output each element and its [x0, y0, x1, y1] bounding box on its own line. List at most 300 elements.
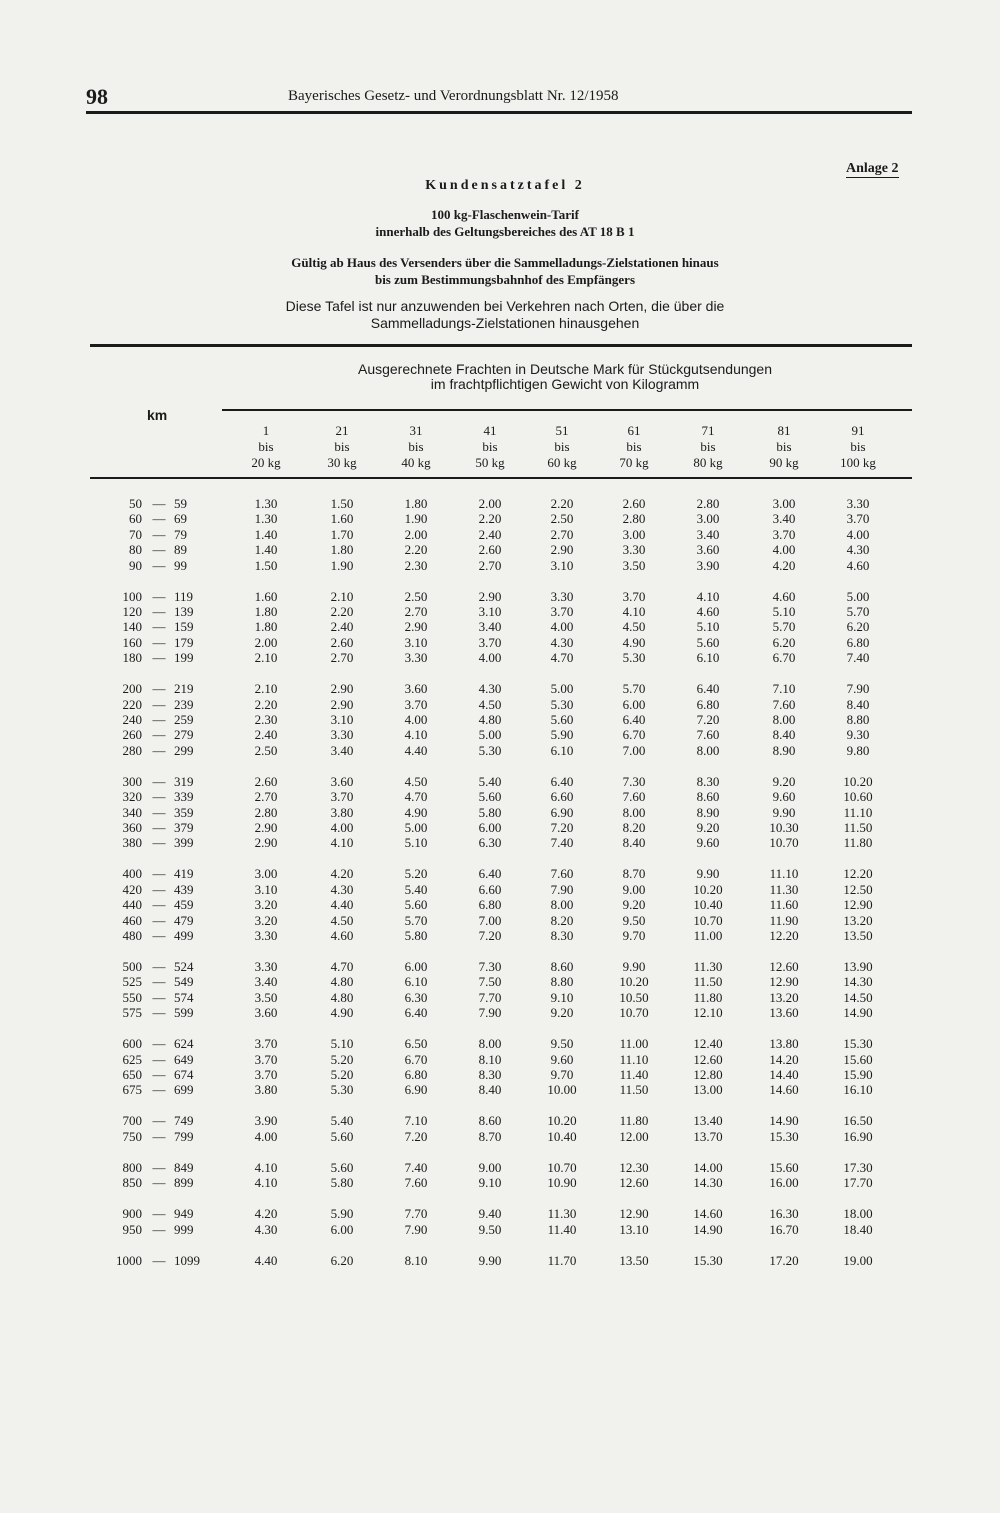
- rate-cell: 5.40: [330, 1113, 354, 1129]
- weight-column-bis: bis: [554, 439, 570, 454]
- rate-cell: 8.40: [772, 727, 796, 743]
- rate-cell: 2.20: [404, 542, 428, 558]
- rate-cell: 2.60: [622, 496, 646, 511]
- weight-column-to: 80 kg: [693, 455, 723, 470]
- rate-cell: 2.00: [254, 634, 278, 650]
- rate-cell: 2.70: [478, 557, 502, 573]
- rate-cell: 5.40: [404, 881, 428, 897]
- rate-cell: 9.90: [478, 1252, 502, 1268]
- rate-cell: 11.10: [769, 866, 799, 882]
- rate-cell: 6.60: [550, 789, 574, 805]
- km-to: 799: [174, 1128, 194, 1144]
- rate-cell: 8.00: [550, 897, 574, 913]
- km-from: 675: [122, 1082, 142, 1098]
- rate-cell: 3.20: [254, 897, 278, 913]
- rate-cell: 12.30: [619, 1159, 649, 1175]
- rate-cell: 2.90: [478, 588, 502, 604]
- km-from: 100: [122, 588, 142, 604]
- km-from: 380: [122, 835, 142, 851]
- rate-cell: 3.50: [622, 557, 646, 573]
- table-row: [0, 882, 1000, 897]
- table-row: [0, 990, 1000, 1005]
- rate-cell: 11.50: [843, 820, 873, 835]
- rate-cell: 13.10: [619, 1221, 649, 1237]
- running-title: Bayerisches Gesetz- und Verordnungsblatt Nr. 12/1958: [288, 88, 619, 104]
- rate-cell: 7.60: [622, 789, 646, 805]
- weight-column-to: 90 kg: [769, 455, 799, 470]
- page-number: 98: [86, 84, 108, 109]
- rate-cell: 3.10: [330, 712, 354, 727]
- table-row: [0, 712, 1000, 727]
- rate-cell: 9.70: [622, 928, 646, 943]
- km-to: 219: [174, 681, 194, 697]
- rate-cell: 6.60: [478, 881, 502, 897]
- rate-cell: 16.00: [769, 1175, 799, 1191]
- rate-cell: 1.70: [330, 526, 354, 542]
- weight-column-from: 41: [483, 423, 497, 438]
- rate-cell: 3.60: [696, 542, 720, 558]
- km-from: 300: [122, 773, 142, 789]
- rate-cell: 19.00: [843, 1252, 873, 1268]
- rate-cell: 2.00: [404, 526, 428, 542]
- rate-cell: 5.70: [622, 681, 646, 697]
- rate-cell: 3.20: [254, 912, 278, 928]
- rate-cell: 8.90: [696, 804, 720, 820]
- table-row: [0, 1222, 1000, 1237]
- rate-cell: 5.70: [846, 604, 870, 619]
- rate-cell: 2.90: [330, 696, 354, 712]
- km-range-dash: —: [152, 989, 166, 1005]
- km-range-dash: —: [152, 835, 166, 851]
- rate-cell: 14.30: [693, 1175, 723, 1191]
- table-row: [0, 650, 1000, 665]
- rate-cell: 3.70: [478, 634, 502, 650]
- km-from: 750: [122, 1128, 142, 1144]
- km-from: 600: [122, 1036, 142, 1052]
- rate-cell: 8.10: [478, 1051, 502, 1067]
- km-from: 575: [122, 1005, 142, 1021]
- rate-cell: 3.00: [622, 526, 646, 542]
- rate-cell: 6.40: [696, 681, 720, 697]
- rate-cell: 6.00: [330, 1221, 354, 1237]
- rate-cell: 4.00: [404, 712, 428, 727]
- table-row: [0, 589, 1000, 604]
- rate-cell: 16.70: [769, 1221, 799, 1237]
- rate-cell: 6.90: [550, 804, 574, 820]
- rate-cell: 4.50: [478, 696, 502, 712]
- km-from: 900: [122, 1206, 142, 1222]
- rate-cell: 3.30: [330, 727, 354, 743]
- rate-cell: 2.80: [254, 804, 278, 820]
- table-row: [0, 835, 1000, 850]
- rate-cell: 11.30: [769, 881, 799, 897]
- rate-cell: 4.40: [330, 897, 354, 913]
- rate-cell: 2.70: [550, 526, 574, 542]
- rate-cell: 5.80: [478, 804, 502, 820]
- rate-cell: 4.70: [330, 959, 354, 974]
- rate-cell: 3.90: [254, 1113, 278, 1129]
- rate-cell: 3.70: [846, 511, 870, 527]
- rate-cell: 6.90: [404, 1082, 428, 1098]
- table-row: [0, 1113, 1000, 1128]
- rate-cell: 4.20: [772, 557, 796, 573]
- rate-cell: 3.10: [254, 881, 278, 897]
- km-to: 999: [174, 1221, 194, 1237]
- rate-cell: 5.90: [550, 727, 574, 743]
- rate-cell: 10.70: [769, 835, 799, 851]
- rate-cell: 7.20: [550, 820, 574, 835]
- km-range-dash: —: [152, 1113, 166, 1129]
- rate-cell: 10.70: [619, 1005, 649, 1021]
- rate-cell: 2.00: [478, 496, 502, 511]
- km-to: 339: [174, 789, 194, 805]
- km-range-dash: —: [152, 881, 166, 897]
- rate-cell: 13.00: [693, 1082, 723, 1098]
- table-row: [0, 805, 1000, 820]
- rate-cell: 5.10: [772, 604, 796, 619]
- rate-cell: 5.00: [846, 588, 870, 604]
- rate-cell: 17.30: [843, 1159, 873, 1175]
- rate-cell: 5.60: [696, 634, 720, 650]
- rate-cell: 5.60: [550, 712, 574, 727]
- km-from: 340: [122, 804, 142, 820]
- rate-cell: 9.70: [550, 1067, 574, 1082]
- rate-cell: 6.40: [404, 1005, 428, 1021]
- validity-heading: [150, 254, 860, 288]
- weight-column-header: [749, 423, 819, 471]
- km-range-dash: —: [152, 1067, 166, 1082]
- rate-cell: 5.20: [404, 866, 428, 882]
- rate-cell: 7.50: [478, 974, 502, 990]
- rate-cell: 8.60: [550, 959, 574, 974]
- rate-cell: 13.70: [693, 1128, 723, 1144]
- weight-column-from: 51: [555, 423, 569, 438]
- km-to: 699: [174, 1082, 194, 1098]
- km-range-dash: —: [152, 866, 166, 882]
- km-to: 79: [174, 526, 187, 542]
- rate-cell: 4.70: [404, 789, 428, 805]
- rate-cell: 3.90: [696, 557, 720, 573]
- km-range-dash: —: [152, 557, 166, 573]
- rate-cell: 12.00: [619, 1128, 649, 1144]
- km-from: 1000: [116, 1252, 142, 1268]
- km-to: 199: [174, 650, 194, 666]
- km-to: 259: [174, 712, 194, 727]
- table-row: [0, 789, 1000, 804]
- rate-cell: 4.70: [550, 650, 574, 666]
- rate-cell: 9.00: [622, 881, 646, 897]
- rate-cell: 4.30: [846, 542, 870, 558]
- rate-cell: 4.60: [772, 588, 796, 604]
- km-from: 440: [122, 897, 142, 913]
- rate-cell: 2.20: [478, 511, 502, 527]
- rate-cell: 2.40: [478, 526, 502, 542]
- rate-cell: 14.60: [693, 1206, 723, 1222]
- rate-cell: 9.60: [696, 835, 720, 851]
- rate-cell: 11.30: [693, 959, 723, 974]
- validity-line: Gültig ab Haus des Versenders über die Sammelladungs-Zielstationen hinaus: [291, 255, 719, 270]
- rate-cell: 9.40: [478, 1206, 502, 1222]
- rate-cell: 3.30: [622, 542, 646, 558]
- rate-cell: 2.10: [254, 650, 278, 666]
- km-from: 200: [122, 681, 142, 697]
- rate-cell: 6.80: [478, 897, 502, 913]
- table-row: [0, 1175, 1000, 1190]
- rate-cell: 4.90: [330, 1005, 354, 1021]
- table-caption: [290, 362, 840, 392]
- rate-cell: 5.30: [550, 696, 574, 712]
- rate-cell: 7.00: [622, 742, 646, 758]
- rate-cell: 2.80: [696, 496, 720, 511]
- km-range-dash: —: [152, 804, 166, 820]
- km-to: 159: [174, 619, 194, 635]
- km-range-dash: —: [152, 727, 166, 743]
- rate-cell: 7.20: [696, 712, 720, 727]
- rate-cell: 1.90: [404, 511, 428, 527]
- rate-cell: 5.60: [330, 1128, 354, 1144]
- rate-cell: 9.20: [622, 897, 646, 913]
- rate-cell: 2.70: [254, 789, 278, 805]
- weight-column-bis: bis: [626, 439, 642, 454]
- table-row: [0, 774, 1000, 789]
- rate-cell: 5.70: [772, 619, 796, 635]
- table-row: [0, 1036, 1000, 1051]
- rate-cell: 8.00: [622, 804, 646, 820]
- rate-cell: 8.70: [478, 1128, 502, 1144]
- rate-cell: 11.80: [693, 989, 723, 1005]
- table-row: [0, 1067, 1000, 1082]
- rate-cell: 2.60: [330, 634, 354, 650]
- rate-cell: 3.80: [330, 804, 354, 820]
- rate-cell: 1.80: [254, 619, 278, 635]
- rate-cell: 9.50: [550, 1036, 574, 1052]
- rate-cell: 6.20: [846, 619, 870, 635]
- weight-column-to: 100 kg: [840, 455, 876, 470]
- rate-cell: 13.80: [769, 1036, 799, 1052]
- km-range-dash: —: [152, 974, 166, 990]
- rate-cell: 3.70: [330, 789, 354, 805]
- rate-cell: 12.20: [769, 928, 799, 943]
- rate-cell: 8.90: [772, 742, 796, 758]
- weight-column-header: [455, 423, 525, 471]
- km-to: 379: [174, 820, 194, 835]
- rate-cell: 16.10: [843, 1082, 873, 1098]
- weight-column-from: 61: [627, 423, 641, 438]
- rate-cell: 11.80: [843, 835, 873, 851]
- rate-cell: 5.10: [330, 1036, 354, 1052]
- rate-cell: 8.60: [478, 1113, 502, 1129]
- rate-cell: 14.40: [769, 1067, 799, 1082]
- rate-cell: 2.20: [254, 696, 278, 712]
- caption-line: im frachtpflichtigen Gewicht von Kilogramm: [430, 376, 700, 392]
- table-row: [0, 1206, 1000, 1221]
- km-column-header: km: [147, 407, 168, 423]
- rate-cell: 1.50: [254, 557, 278, 573]
- table-row: [0, 1160, 1000, 1175]
- rate-cell: 5.00: [550, 681, 574, 697]
- km-to: 849: [174, 1159, 194, 1175]
- rate-cell: 13.40: [693, 1113, 723, 1129]
- rate-cell: 6.80: [404, 1067, 428, 1082]
- rate-cell: 3.30: [254, 959, 278, 974]
- rate-cell: 4.10: [696, 588, 720, 604]
- km-range-dash: —: [152, 496, 166, 511]
- rate-cell: 15.30: [693, 1252, 723, 1268]
- usage-note: [150, 298, 860, 332]
- weight-column-header: [527, 423, 597, 471]
- km-to: 479: [174, 912, 194, 928]
- rate-cell: 4.80: [478, 712, 502, 727]
- rate-cell: 12.20: [843, 866, 873, 882]
- weight-column-header: [823, 423, 893, 471]
- km-from: 650: [122, 1067, 142, 1082]
- rate-cell: 9.20: [550, 1005, 574, 1021]
- rate-cell: 9.10: [550, 989, 574, 1005]
- rate-cell: 16.90: [843, 1128, 873, 1144]
- rate-cell: 7.60: [550, 866, 574, 882]
- rate-cell: 9.30: [846, 727, 870, 743]
- rate-cell: 5.70: [404, 912, 428, 928]
- rate-cell: 1.30: [254, 511, 278, 527]
- km-range-dash: —: [152, 588, 166, 604]
- rate-cell: 5.30: [330, 1082, 354, 1098]
- rate-cell: 13.90: [843, 959, 873, 974]
- km-from: 160: [122, 634, 142, 650]
- km-from: 480: [122, 928, 142, 943]
- km-range-dash: —: [152, 928, 166, 943]
- rate-cell: 6.70: [772, 650, 796, 666]
- km-from: 120: [122, 604, 142, 619]
- rate-cell: 2.20: [330, 604, 354, 619]
- rate-cell: 6.40: [622, 712, 646, 727]
- weight-column-to: 40 kg: [401, 455, 431, 470]
- rate-cell: 16.50: [843, 1113, 873, 1129]
- km-to: 119: [174, 588, 194, 604]
- km-from: 525: [122, 974, 142, 990]
- km-range-dash: —: [152, 1159, 166, 1175]
- table-row: [0, 697, 1000, 712]
- km-to: 419: [174, 866, 194, 882]
- rate-cell: 11.90: [769, 912, 799, 928]
- rate-cell: 5.80: [404, 928, 428, 943]
- rate-cell: 2.50: [404, 588, 428, 604]
- rate-cell: 5.40: [478, 773, 502, 789]
- note-line: Sammelladungs-Zielstationen hinausgehen: [370, 315, 640, 331]
- km-to: 1099: [174, 1252, 200, 1268]
- rate-cell: 4.10: [330, 835, 354, 851]
- rate-cell: 1.50: [330, 496, 354, 511]
- rate-cell: 12.90: [769, 974, 799, 990]
- rate-cell: 9.60: [772, 789, 796, 805]
- rate-cell: 15.60: [769, 1159, 799, 1175]
- weight-column-to: 30 kg: [327, 455, 357, 470]
- rate-cell: 2.40: [254, 727, 278, 743]
- km-to: 459: [174, 897, 194, 913]
- table-row: [0, 1005, 1000, 1020]
- km-to: 359: [174, 804, 194, 820]
- rate-cell: 8.40: [846, 696, 870, 712]
- rate-cell: 7.20: [404, 1128, 428, 1144]
- rate-cell: 3.00: [696, 511, 720, 527]
- rate-cell: 6.80: [696, 696, 720, 712]
- rate-cell: 9.00: [478, 1159, 502, 1175]
- km-from: 460: [122, 912, 142, 928]
- rate-cell: 18.00: [843, 1206, 873, 1222]
- rate-cell: 14.90: [693, 1221, 723, 1237]
- tariff-line: 100 kg-Flaschenwein-Tarif: [431, 207, 579, 222]
- rate-cell: 2.70: [330, 650, 354, 666]
- rate-cell: 3.40: [696, 526, 720, 542]
- weight-column-from: 81: [777, 423, 791, 438]
- rate-cell: 11.50: [693, 974, 723, 990]
- rate-cell: 2.30: [254, 712, 278, 727]
- km-range-dash: —: [152, 789, 166, 805]
- rate-cell: 7.40: [550, 835, 574, 851]
- rate-cell: 10.20: [693, 881, 723, 897]
- km-from: 140: [122, 619, 142, 635]
- km-range-dash: —: [152, 1128, 166, 1144]
- rate-cell: 6.10: [404, 974, 428, 990]
- rate-cell: 9.50: [478, 1221, 502, 1237]
- weight-column-bis: bis: [850, 439, 866, 454]
- rate-cell: 7.60: [772, 696, 796, 712]
- rate-cell: 7.60: [696, 727, 720, 743]
- rate-cell: 6.30: [478, 835, 502, 851]
- rate-cell: 4.30: [478, 681, 502, 697]
- rate-cell: 13.20: [769, 989, 799, 1005]
- rate-cell: 14.90: [769, 1113, 799, 1129]
- rate-cell: 13.20: [843, 912, 873, 928]
- rate-cell: 10.90: [547, 1175, 577, 1191]
- rate-cell: 6.40: [478, 866, 502, 882]
- rate-cell: 11.00: [693, 928, 723, 943]
- rate-cell: 3.70: [772, 526, 796, 542]
- km-from: 550: [122, 989, 142, 1005]
- rate-cell: 3.10: [478, 604, 502, 619]
- rate-cell: 1.90: [330, 557, 354, 573]
- rate-cell: 12.90: [619, 1206, 649, 1222]
- rate-cell: 12.10: [693, 1005, 723, 1021]
- rate-cell: 4.00: [772, 542, 796, 558]
- km-range-dash: —: [152, 634, 166, 650]
- rate-cell: 3.40: [772, 511, 796, 527]
- weight-header-rule: [222, 409, 912, 411]
- header-rule: [86, 111, 912, 114]
- km-from: 280: [122, 742, 142, 758]
- rate-cell: 13.50: [619, 1252, 649, 1268]
- km-range-dash: —: [152, 1082, 166, 1098]
- rate-cell: 1.40: [254, 542, 278, 558]
- rate-cell: 4.40: [404, 742, 428, 758]
- km-range-dash: —: [152, 619, 166, 635]
- km-from: 320: [122, 789, 142, 805]
- km-to: 139: [174, 604, 194, 619]
- tariff-heading: [150, 206, 860, 240]
- rate-cell: 10.70: [693, 912, 723, 928]
- rate-cell: 12.60: [693, 1051, 723, 1067]
- weight-column-bis: bis: [776, 439, 792, 454]
- rate-cell: 14.20: [769, 1051, 799, 1067]
- km-from: 260: [122, 727, 142, 743]
- caption-line: Ausgerechnete Frachten in Deutsche Mark für Stückgutsendungen: [357, 361, 773, 377]
- rate-cell: 2.10: [330, 588, 354, 604]
- rate-cell: 7.00: [478, 912, 502, 928]
- table-row: [0, 866, 1000, 881]
- weight-column-header: [673, 423, 743, 471]
- table-row: [0, 727, 1000, 742]
- km-from: 80: [129, 542, 142, 558]
- rate-cell: 8.70: [622, 866, 646, 882]
